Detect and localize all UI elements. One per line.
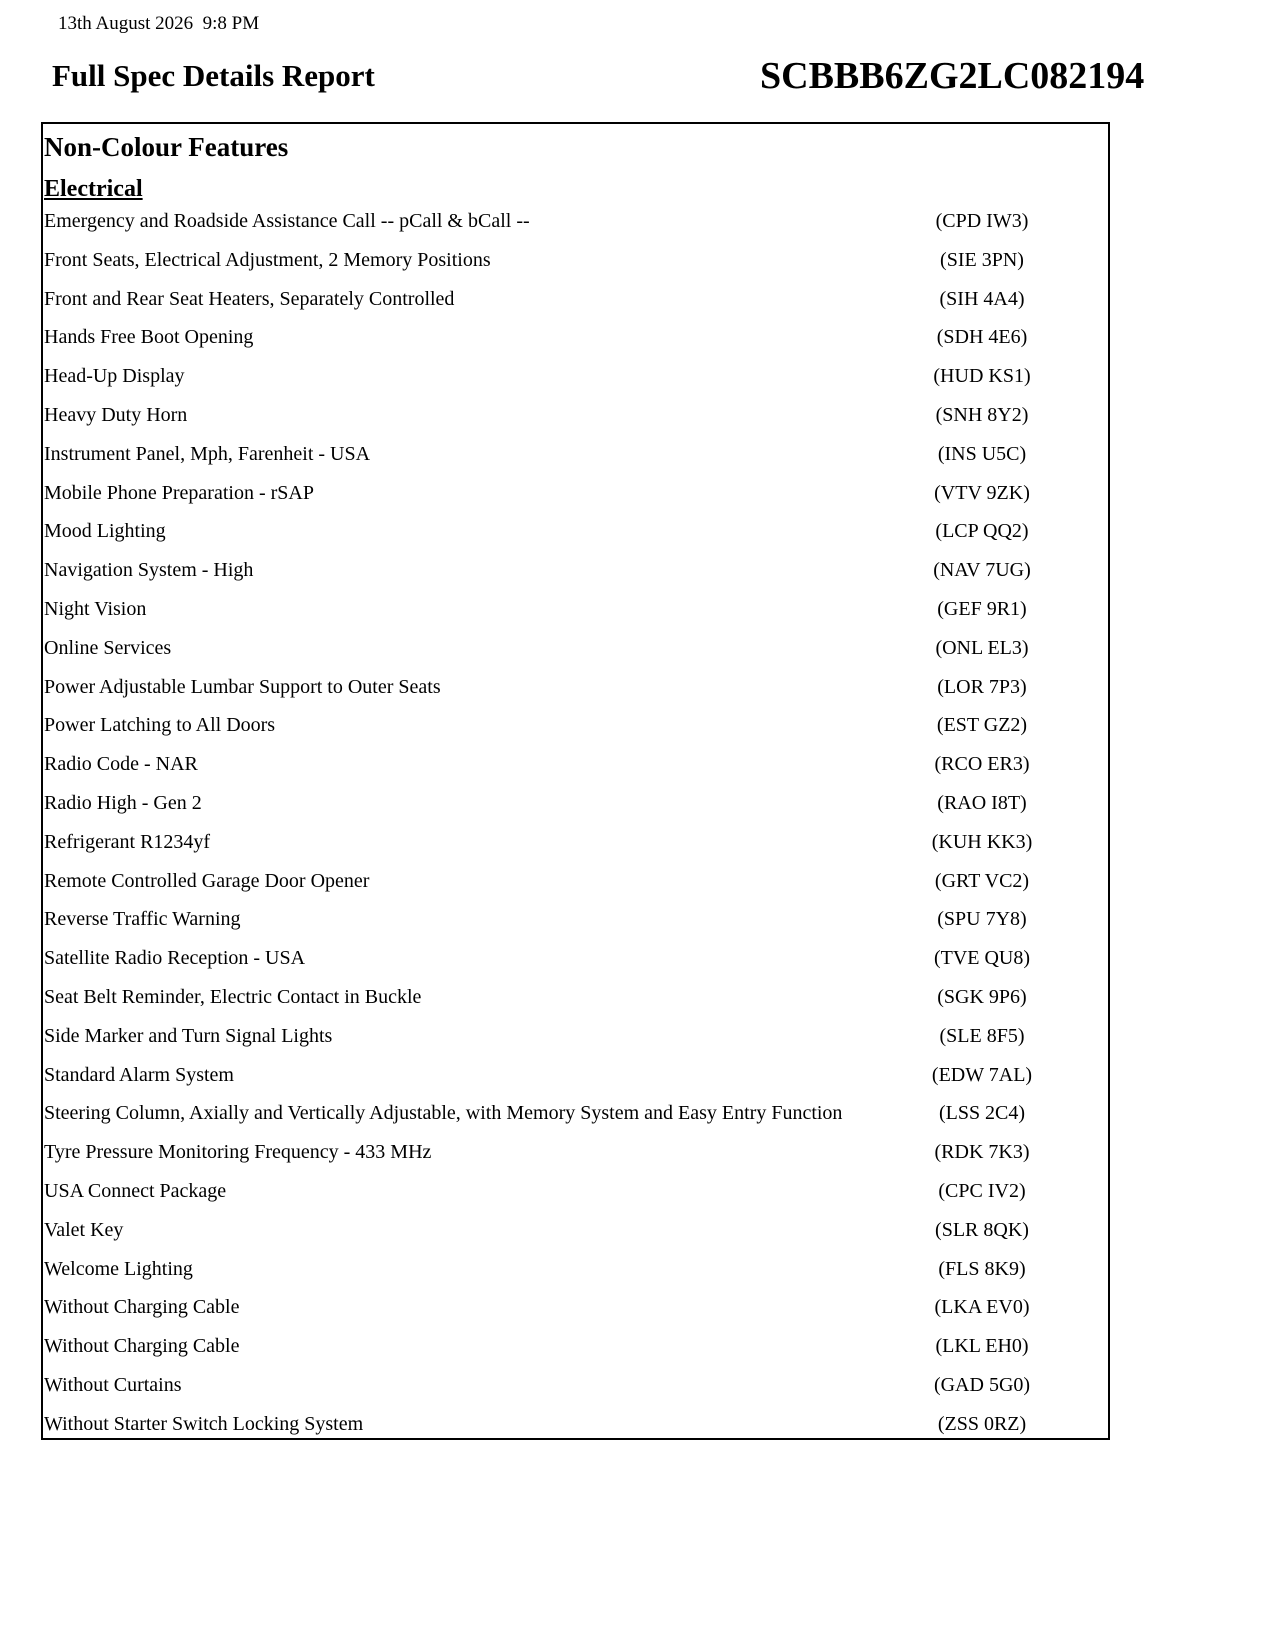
feature-code: (SLE 8F5) (939, 1024, 1025, 1047)
feature-row (43, 790, 1108, 829)
feature-code: (EST GZ2) (936, 714, 1028, 737)
feature-row (43, 402, 1108, 441)
feature-row (43, 1178, 1108, 1217)
feature-code: (CPD IW3) (935, 210, 1029, 232)
feature-row (43, 596, 1108, 635)
feature-row (43, 208, 1108, 247)
feature-description: Mood Lighting (44, 520, 166, 543)
feature-description: Hands Free Boot Opening (44, 326, 254, 349)
feature-code: (LOR 7P3) (937, 675, 1027, 698)
feature-code: (SLR 8QK) (935, 1218, 1029, 1241)
feature-row (43, 712, 1108, 751)
feature-code: (TVE QU8) (933, 947, 1031, 970)
feature-description: Radio High - Gen 2 (44, 791, 202, 814)
feature-description: Satellite Radio Reception - USA (44, 947, 306, 970)
feature-description: Reverse Traffic Warning (44, 908, 241, 931)
feature-code: (SDH 4E6) (936, 326, 1028, 349)
feature-code: (SGK 9P6) (937, 985, 1027, 1008)
feature-code: (HUD KS1) (933, 365, 1031, 388)
feature-code: (GAD 5G0) (933, 1373, 1031, 1396)
feature-description: Seat Belt Reminder, Electric Contact in Buckle (44, 985, 422, 1008)
feature-row (43, 441, 1108, 480)
feature-description: Without Charging Cable (44, 1335, 240, 1358)
feature-description: Head-Up Display (44, 365, 185, 388)
feature-code: (SPU 7Y8) (937, 908, 1027, 931)
feature-row (43, 1139, 1108, 1178)
feature-description: Instrument Panel, Mph, Farenheit - USA (44, 442, 371, 465)
feature-description: USA Connect Package (44, 1179, 227, 1202)
feature-description: Front Seats, Electrical Adjustment, 2 Memory Positions (44, 248, 491, 271)
feature-description: Tyre Pressure Monitoring Frequency - 433 MHz (44, 1141, 432, 1164)
feature-code: (CPC IV2) (938, 1179, 1026, 1202)
feature-description: Heavy Duty Horn (44, 403, 188, 426)
feature-code: (FLS 8K9) (938, 1257, 1026, 1280)
feature-code: (GRT VC2) (934, 869, 1030, 892)
feature-description: Without Curtains (44, 1373, 182, 1396)
feature-code: (NAV 7UG) (933, 559, 1031, 582)
feature-description: Welcome Lighting (44, 1257, 193, 1280)
feature-description: Without Charging Cable (44, 1296, 240, 1319)
group-title: Electrical (44, 176, 143, 202)
feature-row (43, 1217, 1108, 1256)
feature-row (43, 1294, 1108, 1333)
feature-row (43, 1100, 1108, 1139)
feature-description: Online Services (44, 636, 172, 659)
feature-row (43, 751, 1108, 790)
feature-description: Night Vision (44, 597, 147, 620)
feature-row (43, 1411, 1108, 1450)
feature-code: (RDK 7K3) (934, 1141, 1030, 1164)
feature-description: Refrigerant R1234yf (44, 830, 211, 853)
feature-row (43, 945, 1108, 984)
feature-row (43, 906, 1108, 945)
report-title: Full Spec Details Report (52, 58, 375, 93)
section-title: Non-Colour Features (44, 132, 289, 162)
feature-row (43, 1023, 1108, 1062)
feature-code: (LKA EV0) (934, 1296, 1030, 1319)
feature-row (43, 1372, 1108, 1411)
feature-row (43, 984, 1108, 1023)
feature-code: (LCP QQ2) (935, 520, 1029, 543)
feature-code: (ZSS 0RZ) (937, 1412, 1027, 1435)
feature-description: Side Marker and Turn Signal Lights (44, 1024, 333, 1047)
feature-code: (KUH KK3) (931, 830, 1033, 853)
feature-description: Navigation System - High (44, 559, 254, 582)
feature-row (43, 480, 1108, 519)
report-timestamp: 13th August 2026 9:8 PM (58, 13, 260, 34)
feature-row (43, 557, 1108, 596)
feature-description: Without Starter Switch Locking System (44, 1412, 364, 1435)
feature-row (43, 286, 1108, 325)
feature-row (43, 247, 1108, 286)
feature-row (43, 1062, 1108, 1101)
feature-description: Radio Code - NAR (44, 753, 198, 776)
feature-code: (SIH 4A4) (939, 287, 1025, 310)
feature-row (43, 324, 1108, 363)
vin-number: SCBBB6ZG2LC082194 (760, 55, 1145, 97)
feature-row (43, 829, 1108, 868)
feature-row (43, 635, 1108, 674)
feature-row (43, 1256, 1108, 1295)
feature-description: Power Latching to All Doors (44, 714, 276, 737)
feature-table (41, 122, 1110, 1440)
feature-code: (VTV 9ZK) (934, 481, 1030, 504)
feature-code: (SIE 3PN) (940, 248, 1024, 271)
feature-description: Mobile Phone Preparation - rSAP (44, 481, 314, 504)
feature-description: Standard Alarm System (44, 1063, 234, 1086)
feature-row (43, 674, 1108, 713)
feature-description: Front and Rear Seat Heaters, Separately Controlled (44, 287, 455, 310)
feature-description: Power Adjustable Lumbar Support to Outer Seats (44, 675, 441, 698)
feature-code: (LSS 2C4) (938, 1102, 1026, 1125)
feature-row (43, 363, 1108, 402)
feature-description: Remote Controlled Garage Door Opener (44, 869, 370, 892)
feature-row (43, 1333, 1108, 1372)
feature-description: Valet Key (44, 1218, 124, 1241)
feature-code: (RAO I8T) (937, 791, 1027, 814)
feature-code: (SNH 8Y2) (935, 403, 1029, 426)
feature-description: Steering Column, Axially and Vertically Adjustable, with Memory System and Easy Entry Function (44, 1102, 843, 1125)
feature-code: (ONL EL3) (935, 636, 1029, 659)
feature-description: Emergency and Roadside Assistance Call -- pCall & bCall -- (44, 210, 530, 232)
feature-code: (RCO ER3) (934, 753, 1030, 776)
feature-code: (EDW 7AL) (931, 1063, 1033, 1086)
feature-code: (LKL EH0) (935, 1335, 1029, 1358)
feature-row (43, 518, 1108, 557)
feature-code: (GEF 9R1) (937, 597, 1027, 620)
feature-row (43, 868, 1108, 907)
feature-code: (INS U5C) (937, 442, 1027, 465)
feature-list (43, 208, 1108, 1450)
